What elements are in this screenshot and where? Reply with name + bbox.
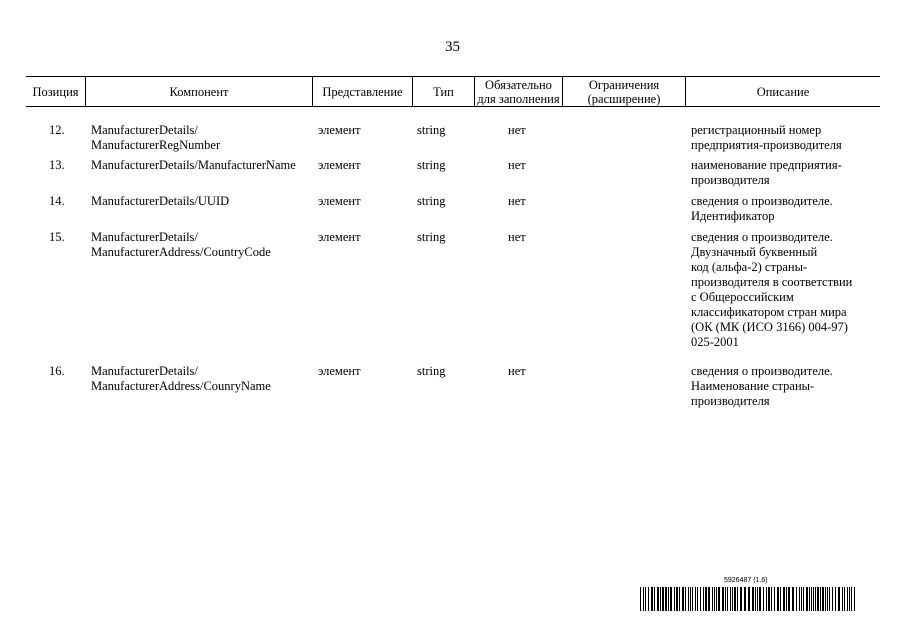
barcode-bar (697, 587, 698, 611)
row-number: 12. (49, 123, 65, 137)
row-representation: элемент (318, 158, 361, 172)
row-description-line: производителя (691, 394, 770, 408)
barcode-bar (813, 587, 814, 611)
row-component-line: ManufacturerDetails/ManufacturerName (91, 158, 296, 172)
barcode-bar (786, 587, 787, 611)
barcode-bar (838, 587, 840, 611)
header-description: Описание (756, 84, 810, 99)
header-position: Позиция (32, 84, 79, 99)
row-required: нет (508, 194, 526, 208)
row-number: 13. (49, 158, 65, 172)
row-component-line: ManufacturerDetails/UUID (91, 194, 230, 208)
row-component-line: ManufacturerDetails/ (91, 364, 198, 378)
row-type: string (417, 364, 446, 378)
row-representation: элемент (318, 123, 361, 137)
row-component-line: ManufacturerAddress/CounryName (91, 379, 271, 393)
barcode-bar (712, 587, 713, 611)
barcode-bar (817, 587, 819, 611)
barcode-bar (783, 587, 785, 611)
barcode-bar (718, 587, 720, 611)
barcode-bar (727, 587, 728, 611)
row-representation: элемент (318, 364, 361, 378)
barcode-bar (774, 587, 775, 611)
barcode-bar (854, 587, 855, 611)
barcode-bar (700, 587, 701, 611)
barcode-bar (803, 587, 804, 611)
header-constraints-line2: (расширение) (587, 91, 661, 106)
row-required: нет (508, 364, 526, 378)
barcode-bar (662, 587, 664, 611)
row-component (91, 194, 229, 209)
barcode-bar (740, 587, 742, 611)
barcode-bar (844, 587, 845, 611)
barcode-bar (835, 587, 836, 611)
barcode-bar (722, 587, 724, 611)
barcode-bar (676, 587, 678, 611)
row-description-line: производителя (691, 173, 770, 187)
barcode-bar (809, 587, 810, 611)
barcode-bar (640, 587, 641, 611)
barcode-bar (796, 587, 797, 611)
barcode-bar (777, 587, 779, 611)
barcode-bar (730, 587, 731, 611)
row-required: нет (508, 158, 526, 172)
barcode-bar (806, 587, 808, 611)
barcode-bar (708, 587, 710, 611)
barcode-label: 5926487 (1.6) (724, 577, 768, 584)
row-description-line: Двузначный буквенный (691, 245, 818, 259)
row-component-line: ManufacturerAddress/CountryCode (91, 245, 271, 259)
barcode-bar (768, 587, 770, 611)
row-component-line: ManufacturerDetails/ (91, 230, 198, 244)
barcode-bar (766, 587, 767, 611)
barcode-bar (695, 587, 696, 611)
barcode-bar (815, 587, 816, 611)
barcode-bar (716, 587, 717, 611)
table-header-bottom-rule (26, 106, 880, 107)
barcode-bar (648, 587, 649, 611)
row-component-line: ManufacturerRegNumber (91, 138, 221, 152)
row-required: нет (508, 123, 526, 137)
row-number: 15. (49, 230, 65, 244)
row-description-line: Наименование страны- (691, 379, 815, 393)
barcode-bar (780, 587, 781, 611)
row-description-line: сведения о производителе. (691, 364, 833, 378)
barcode-bar (842, 587, 843, 611)
barcode-bar (849, 587, 850, 611)
row-type: string (417, 158, 446, 172)
page-number: 35 (445, 39, 460, 55)
row-description-line: код (альфа-2) страны- (691, 260, 808, 274)
barcode-bar (688, 587, 689, 611)
header-representation: Представление (322, 84, 403, 99)
barcode-bar (771, 587, 772, 611)
header-type: Тип (433, 84, 454, 99)
barcode-bar (825, 587, 826, 611)
header-required-line1: Обязательно (485, 77, 552, 92)
row-description-line: сведения о производителе. (691, 230, 833, 244)
barcode-bar (801, 587, 802, 611)
barcode-bar (654, 587, 655, 611)
barcode-bar (822, 587, 824, 611)
row-description (691, 364, 833, 409)
row-component (91, 158, 296, 173)
header-component: Компонент (169, 84, 229, 99)
barcode-bar (811, 587, 812, 611)
row-type: string (417, 123, 446, 137)
row-description (691, 230, 852, 350)
row-description (691, 194, 833, 224)
row-representation: элемент (318, 194, 361, 208)
barcode-bar (788, 587, 790, 611)
row-description-line: сведения о производителе. (691, 194, 833, 208)
barcode-bar (685, 587, 686, 611)
barcode-bar (643, 587, 644, 611)
barcode-bar (674, 587, 675, 611)
row-type: string (417, 194, 446, 208)
header-required-line2: для заполнения (477, 91, 560, 106)
barcode-bar (757, 587, 758, 611)
barcode-bar (645, 587, 646, 611)
barcode-bar (827, 587, 828, 611)
barcode-bar (657, 587, 659, 611)
row-component (91, 230, 271, 260)
barcode-bar (668, 587, 669, 611)
barcode-bar (820, 587, 821, 611)
row-description-line: наименование предприятия- (691, 158, 842, 172)
barcode-bar (755, 587, 756, 611)
barcode-bar (832, 587, 833, 611)
row-component-line: ManufacturerDetails/ (91, 123, 198, 137)
barcode-bar (714, 587, 715, 611)
row-description-line: (ОК (МК (ИСО 3166) 004-97) (691, 320, 848, 334)
barcode-bar (752, 587, 754, 611)
barcode-bar (759, 587, 761, 611)
barcode-bar (829, 587, 830, 611)
barcode-bar (744, 587, 746, 611)
row-description-line: с Общероссийским (691, 290, 794, 304)
barcode-bar (692, 587, 693, 611)
header-constraints-line1: Ограничения (588, 77, 660, 92)
row-number: 14. (49, 194, 65, 208)
barcode-bar (670, 587, 672, 611)
row-description-line: 025-2001 (691, 335, 739, 349)
barcode-bar (851, 587, 852, 611)
row-required: нет (508, 230, 526, 244)
row-component (91, 123, 220, 153)
barcode-bar (748, 587, 750, 611)
row-component (91, 364, 271, 394)
row-description-line: классификатором стран мира (691, 305, 847, 319)
barcode-bar (792, 587, 794, 611)
header-required (475, 77, 562, 106)
barcode-bar (682, 587, 684, 611)
barcode-bar (705, 587, 707, 611)
header-constraints (563, 77, 685, 106)
row-description-line: предприятия-производителя (691, 138, 842, 152)
row-number: 16. (49, 364, 65, 378)
barcode-bar (732, 587, 733, 611)
row-type: string (417, 230, 446, 244)
barcode-icon (640, 587, 858, 611)
barcode-bar (703, 587, 704, 611)
barcode-bar (737, 587, 738, 611)
row-description (691, 123, 842, 153)
row-description-line: Идентификатор (691, 209, 775, 223)
barcode-bar (679, 587, 680, 611)
row-description-line: регистрационный номер (691, 123, 822, 137)
barcode-bar (763, 587, 764, 611)
barcode-bar (847, 587, 848, 611)
barcode-bar (725, 587, 726, 611)
row-representation: элемент (318, 230, 361, 244)
barcode-bar (690, 587, 691, 611)
barcode-bar (799, 587, 800, 611)
row-description-line: производителя в соответствии (691, 275, 853, 289)
barcode-bar (651, 587, 653, 611)
barcode-bar (734, 587, 736, 611)
barcode-bar (665, 587, 667, 611)
barcode-bar (660, 587, 661, 611)
row-description (691, 158, 842, 188)
